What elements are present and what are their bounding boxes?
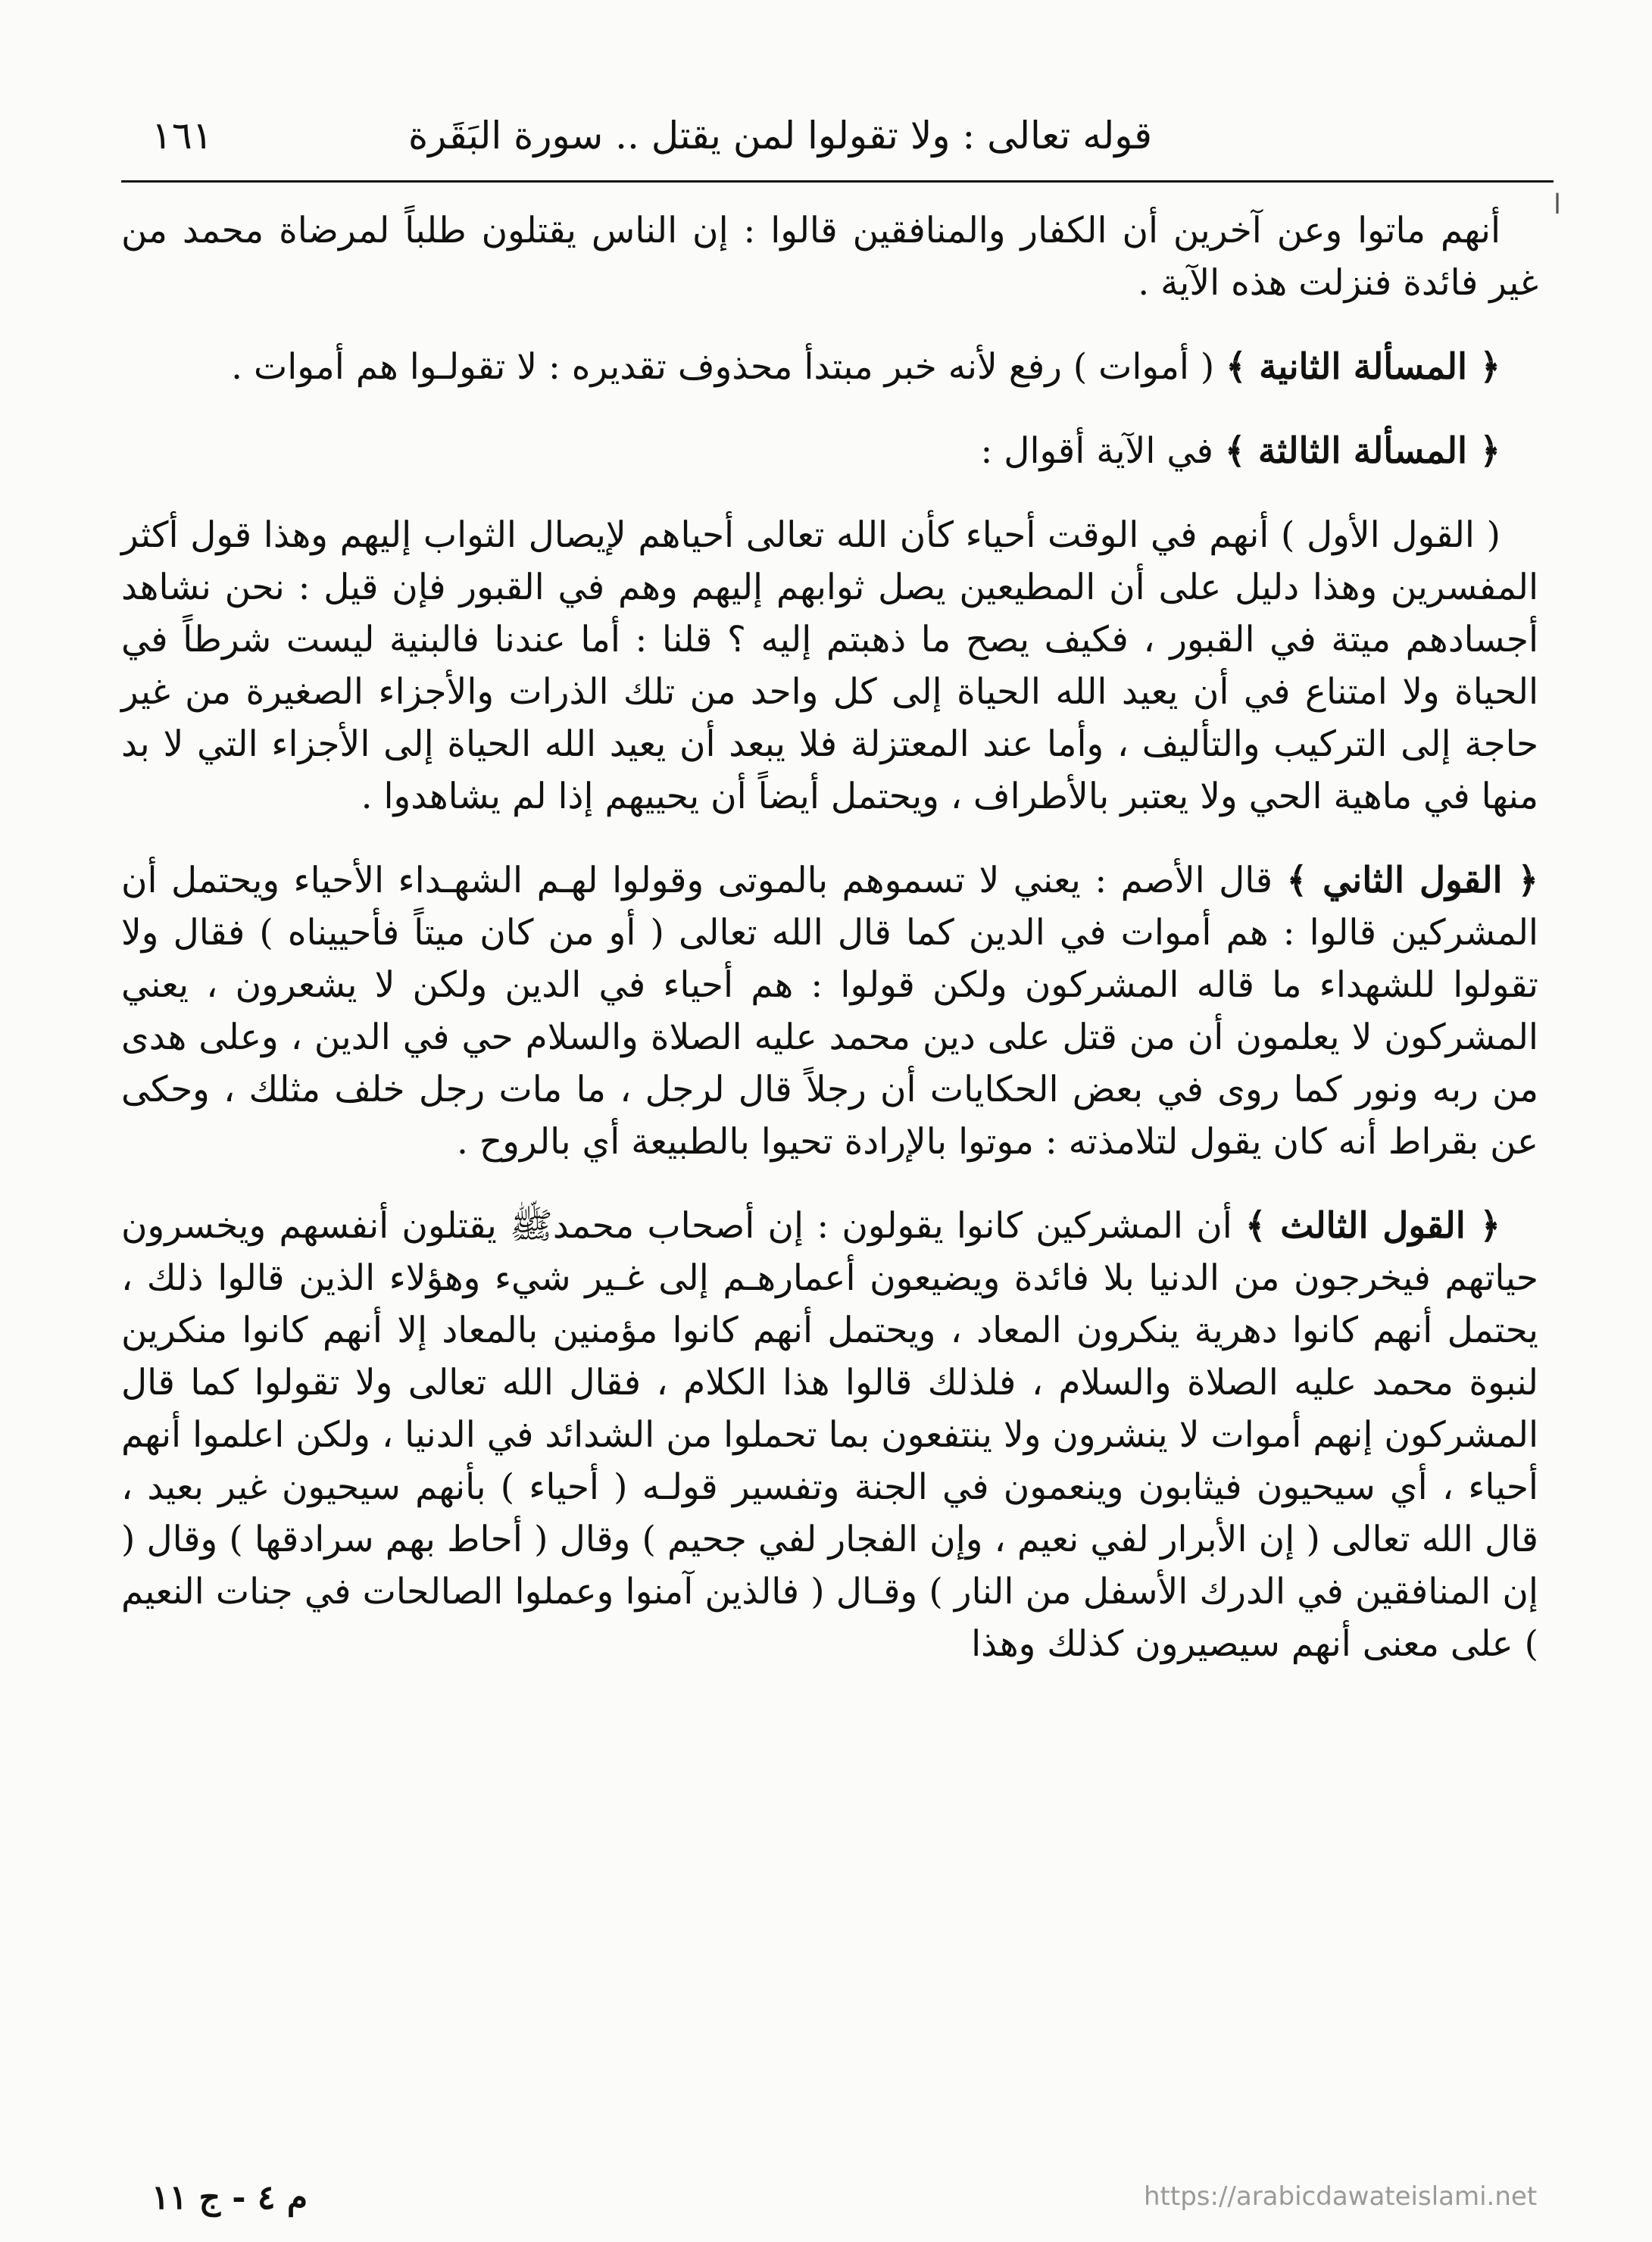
paragraph-text: ( أموات ) رفع لأنه خبر مبتدأ محذوف تقديره : لا تقولـوا هم أموات .	[231, 346, 1226, 388]
page-body	[121, 205, 1538, 1702]
section-heading: ﴿ المسألة الثانية ﴾	[1226, 346, 1501, 388]
paragraph-qawl-3	[121, 1200, 1538, 1670]
page-number: ١٦١	[151, 114, 213, 158]
watermark-url: https://arabicdawateislami.net	[1144, 2181, 1538, 2212]
paragraph-qawl-1	[121, 509, 1538, 823]
running-header	[121, 114, 1508, 174]
paragraph-masala-2	[121, 341, 1538, 393]
section-heading: ﴿ المسألة الثالثة ﴾	[1224, 430, 1501, 472]
section-heading: ﴿ القول الثاني ﴾	[1286, 860, 1538, 901]
paragraph-text: في الآية أقوال :	[980, 430, 1225, 472]
paragraph-text: أن المشركين كانوا يقولون : إن أصحاب محمدﷺ يقتلون أنفسهم ويخسرون حياتهم فيخرجون من الدنيا بلا فائدة ويضيعون أعمارهـم إلى غـير شيء وهؤلاء الذين قالوا ذلك ، يحتمل أنهم كانوا دهرية ينكرون المعاد ، ويحتمل أنهم كانوا مؤمنين بالمعاد إلا أنهم كانوا منكرين لنبوة محمد عليه الصلاة والسلام ، فلذلك قالوا هذا الكلام ، فقال الله تعالى ولا تقولوا كما قال المشركون إنهم أموات لا ينشرون ولا ينتفعون بما تحملوا من الشدائد في الدنيا ، ولكن اعلموا أنهم أحياء ، أي سيحيون فيثابون وينعمون في الجنة وتفسير قولـه ( أحياء ) بأنهم سيحيون غير بعيد ، قال الله تعالى ( إن الأبرار لفي نعيم ، وإن الفجار لفي جحيم ) وقال ( أحاط بهم سرادقها ) وقال ( إن المنافقين في الدرك الأسفل من النار ) وقـال ( فالذين آمنوا وعملوا الصالحات في جنات النعيم ) على معنى أنهم سيصيرون كذلك وهذا	[121, 1205, 1538, 1665]
paragraph-qawl-2	[121, 854, 1538, 1168]
paragraph-text: ( القول الأول ) أنهم في الوقت أحياء كأن الله تعالى أحياهم لإيصال الثواب إليهم وهذا قول أكثر المفسرين وهذا دليل على أن المطيعين يصل ثوابهم إليهم وهم في القبور فإن قيل : نحن نشاهد أجسادهم ميتة في القبور ، فكيف يصح ما ذهبتم إليه ؟ قلنا : أما عندنا فالبنية ليست شرطاً في الحياة ولا امتناع في أن يعيد الله الحياة إلى كل واحد من تلك الذرات والأجزاء الصغيرة من غير حاجة إلى التركيب والتأليف ، وأما عند المعتزلة فلا يبعد أن يعيد الله الحياة إلى الأجزاء التي لا بد منها في ماهية الحي ولا يعتبر بالأطراف ، ويحتمل أيضاً أن يحييهم إذا لم يشاهدوا .	[121, 514, 1538, 817]
paragraph-text: قال الأصم : يعني لا تسموهم بالموتى وقولوا لهـم الشهـداء الأحياء ويحتمل أن المشركين قالوا : هم أموات في الدين كما قال الله تعالى ( أو من كان ميتاً فأحييناه ) فقال ولا تقولوا للشهداء ما قاله المشركون ولكن قولوا : هم أحياء في الدين ولكن لا يشعرون ، يعني المشركون لا يعلمون أن من قتل على دين محمد عليه الصلاة والسلام حي في الدين ، وعلى هدى من ربه ونور كما روى في بعض الحكايات أن رجلاً قال لرجل ، ما مات رجل خلف مثلك ، وحكى عن بقراط أنه كان يقول لتلامذته : موتوا بالإرادة تحيوا بالطبيعة أي بالروح .	[121, 860, 1538, 1163]
running-title: قوله تعالى : ولا تقولوا لمن يقتل .. سورة البَقَرة	[408, 114, 1152, 158]
paragraph-1	[121, 205, 1538, 309]
printer-signature: م ٤ - ج ١١	[151, 2178, 308, 2217]
paragraph-text: أنهم ماتوا وعن آخرين أن الكفار والمنافقين قالوا : إن الناس يقتلون طلباً لمرضاة محمد من غير فائدة فنزلت هذه الآية .	[121, 210, 1538, 304]
paragraph-masala-3	[121, 425, 1538, 477]
section-heading: ﴿ القول الثالث ﴾	[1245, 1205, 1501, 1247]
header-rule	[121, 180, 1554, 183]
margin-mark: ا	[1553, 189, 1561, 220]
